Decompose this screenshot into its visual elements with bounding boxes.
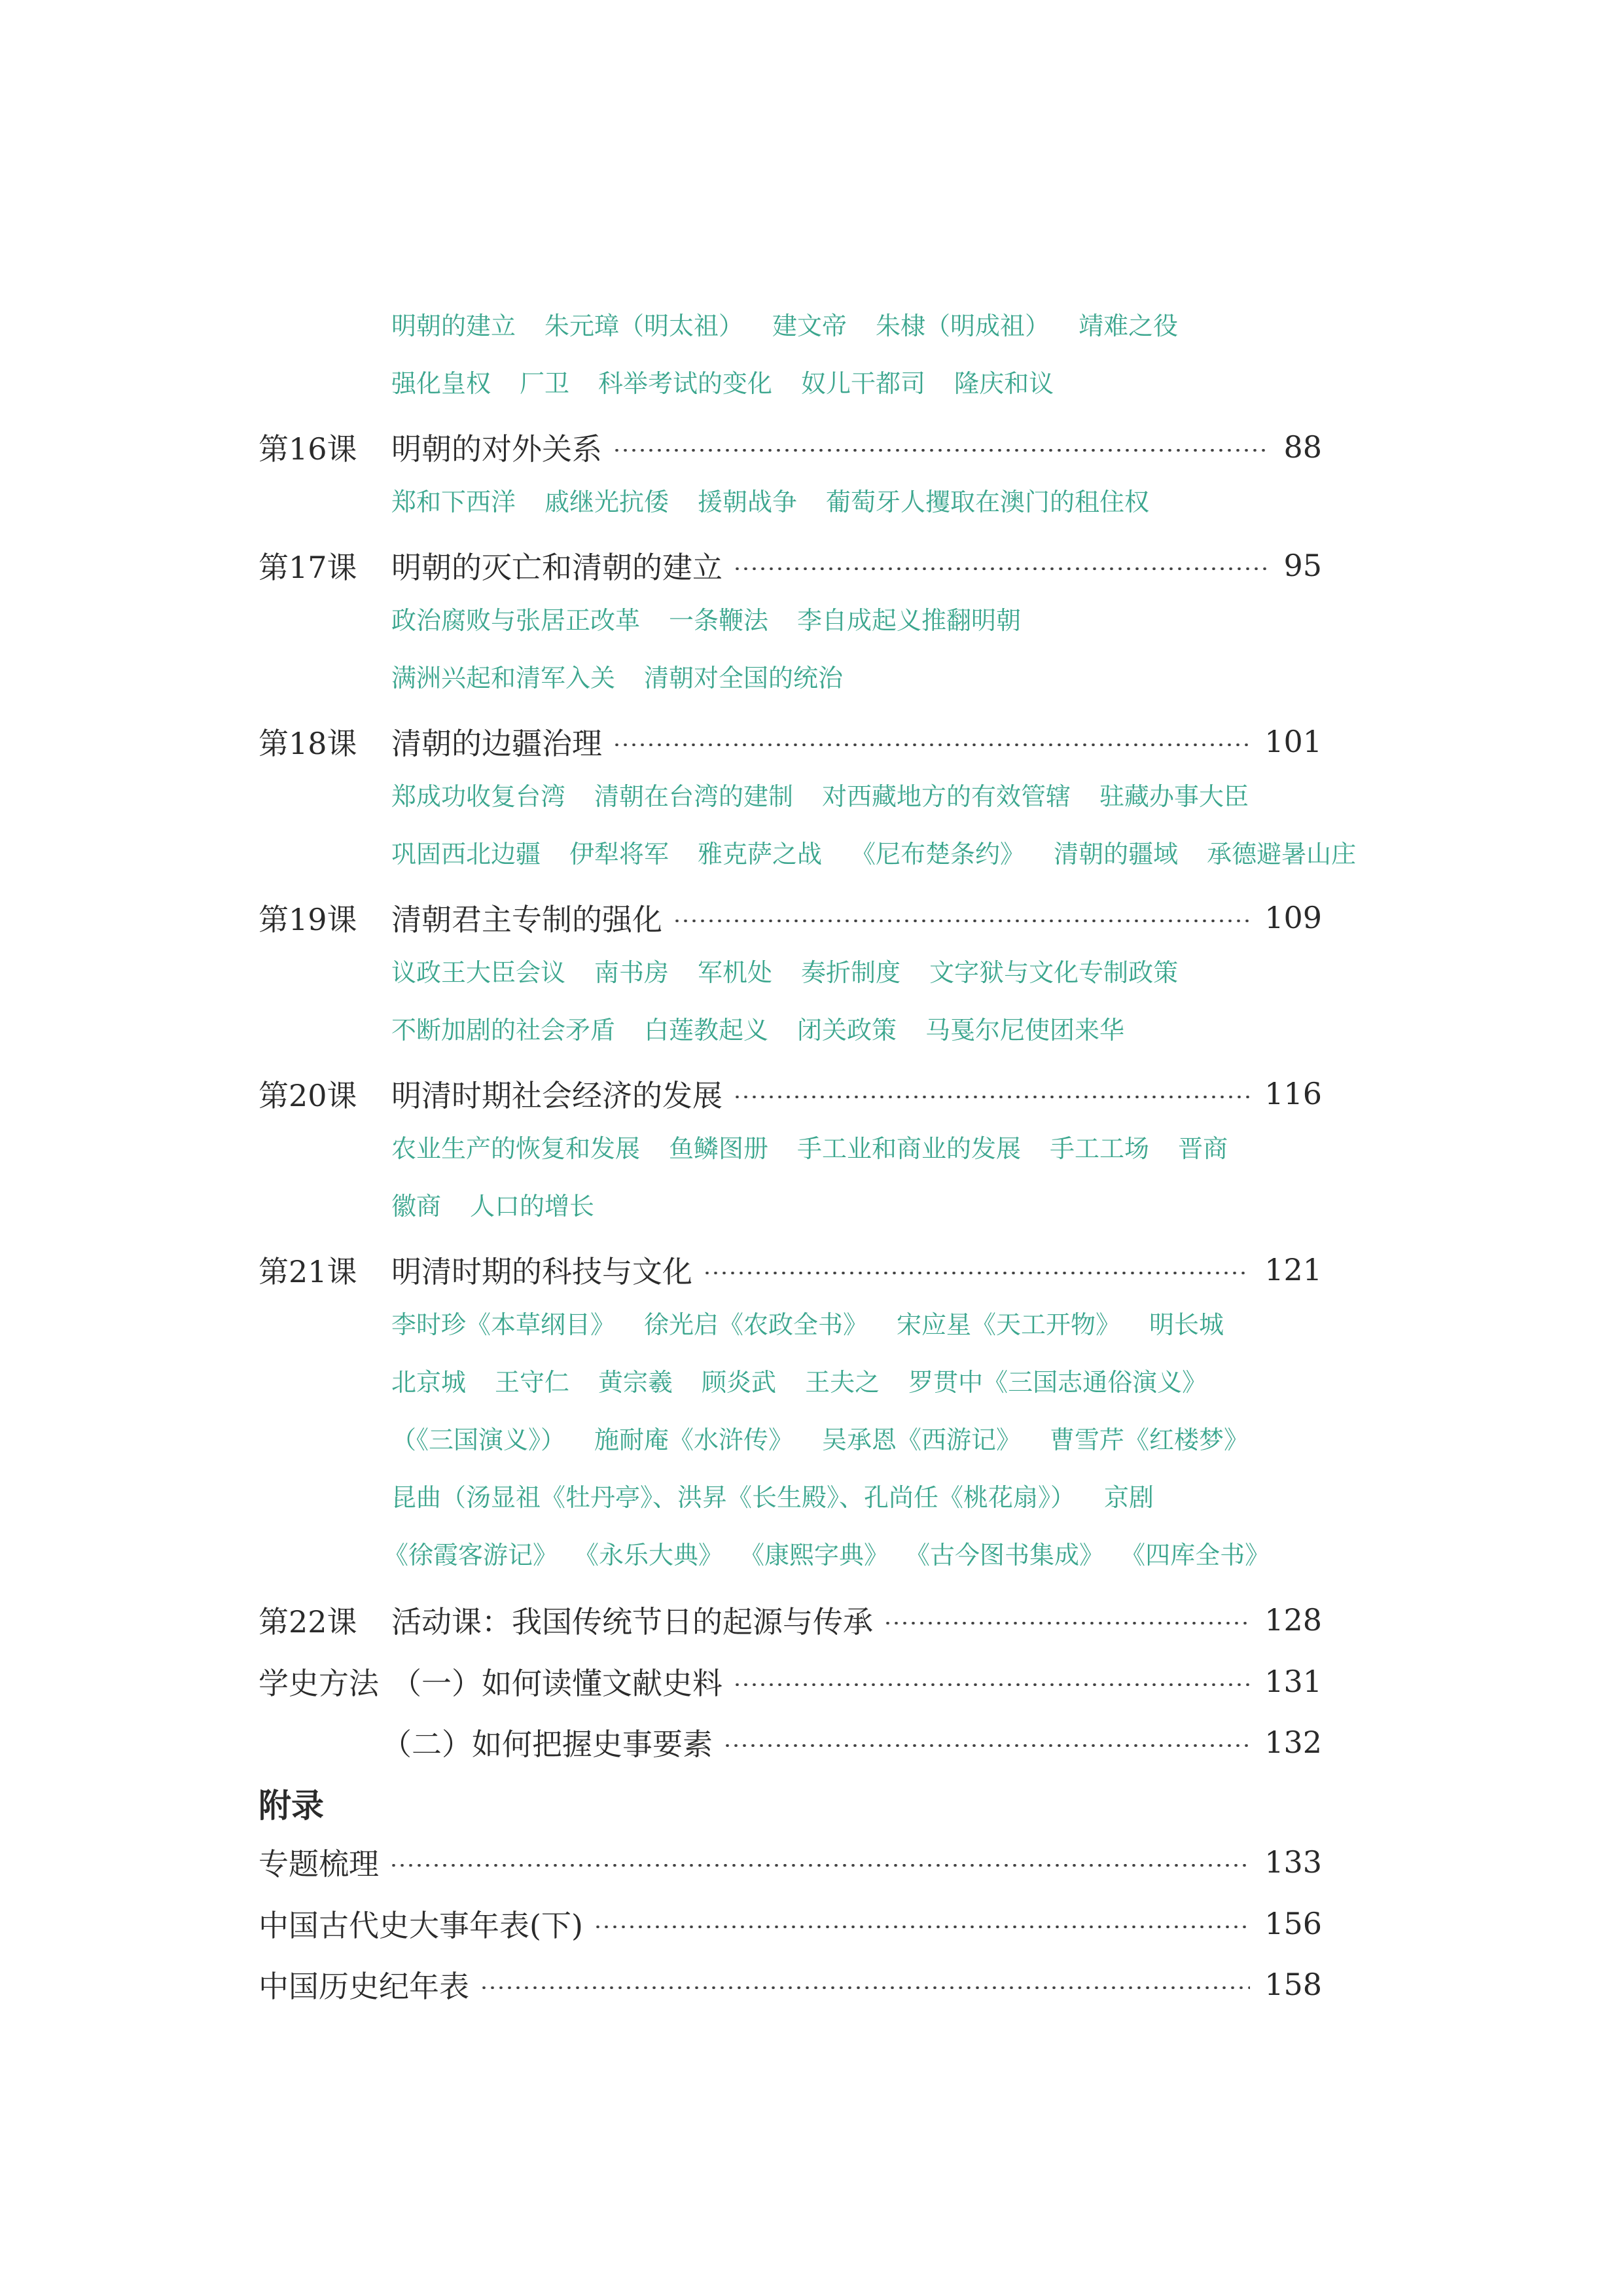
lesson-number: 第19课 — [259, 902, 357, 937]
topic-line — [391, 1420, 1321, 1460]
topic: （《三国演义》） — [391, 1426, 566, 1454]
topic-line — [383, 1535, 1313, 1575]
topic: 郑和下西洋 — [391, 488, 516, 516]
appendix-title: 中国古代史大事年表(下) — [259, 1908, 583, 1943]
topic: 朱棣（明成祖） — [876, 312, 1050, 340]
topic: 雅克萨之战 — [698, 840, 823, 869]
topic: 手工工场 — [1050, 1134, 1150, 1163]
lesson-number: 第20课 — [259, 1078, 357, 1113]
topic: 李时珍《本草纲目》 — [391, 1310, 616, 1339]
topic-line — [391, 601, 1321, 640]
topic: 对西藏地方的有效管辖 — [822, 782, 1071, 811]
topic: 清朝在台湾的建制 — [594, 782, 794, 811]
topic: 王夫之 — [805, 1368, 880, 1397]
method-title: （一）如何读懂文献史料 — [391, 1666, 722, 1701]
leader-dots — [883, 1622, 1250, 1624]
topic: 施耐庵《水浒传》 — [594, 1426, 794, 1454]
leader-dots — [480, 1986, 1250, 1989]
topic: 军机处 — [698, 958, 773, 987]
topic: 戚继光抗倭 — [544, 488, 669, 516]
topic-line — [391, 658, 1321, 698]
topic-line — [391, 1478, 1321, 1517]
topic: 朱元璋（明太祖） — [544, 312, 744, 340]
topic: 南书房 — [594, 958, 669, 987]
toc-entry-method-1[interactable] — [259, 1659, 1322, 1704]
topic: 承德避暑山庄 — [1207, 840, 1357, 869]
leader-dots — [723, 1744, 1250, 1747]
leader-dots — [613, 744, 1250, 746]
topic-line — [391, 1129, 1321, 1168]
topic: 人口的增长 — [470, 1192, 595, 1221]
topic: 建文帝 — [772, 312, 847, 340]
topic-line — [391, 306, 1321, 346]
page-number: 121 — [1264, 1252, 1322, 1287]
lesson-title: 明清时期社会经济的发展 — [391, 1078, 722, 1113]
topic: 曹雪芹《红楼梦》 — [1050, 1426, 1249, 1454]
topic-line — [391, 953, 1321, 992]
lesson-number: 第17课 — [259, 550, 357, 585]
topic: 一条鞭法 — [669, 606, 769, 635]
topic: 奴儿干都司 — [801, 369, 926, 398]
topic: 鱼鳞图册 — [669, 1134, 769, 1163]
toc-entry-appendix-3[interactable] — [259, 1962, 1322, 2007]
topic: 宋应星《天工开物》 — [897, 1310, 1121, 1339]
topic: 明长城 — [1149, 1310, 1224, 1339]
topic: 奏折制度 — [801, 958, 901, 987]
appendix-title: 中国历史纪年表 — [259, 1969, 469, 2004]
toc-entry-lesson-19[interactable] — [259, 895, 1322, 941]
topic: 援朝战争 — [698, 488, 798, 516]
leader-dots — [733, 1096, 1250, 1098]
topic: 科举考试的变化 — [598, 369, 773, 398]
toc-entry-lesson-18[interactable] — [259, 719, 1322, 764]
topic: 罗贯中《三国志通俗演义》 — [908, 1368, 1207, 1397]
toc-entry-lesson-21[interactable] — [259, 1247, 1322, 1293]
topic: 顾炎武 — [702, 1368, 777, 1397]
toc-entry-lesson-17[interactable] — [259, 543, 1322, 588]
topic: 吴承恩《西游记》 — [822, 1426, 1022, 1454]
lesson-title: 清朝君主专制的强化 — [391, 902, 662, 937]
topic: 《徐霞客游记》 — [383, 1541, 558, 1570]
topic: 强化皇权 — [391, 369, 491, 398]
topic: 不断加剧的社会矛盾 — [391, 1016, 616, 1045]
page-number: 156 — [1264, 1906, 1322, 1941]
leader-dots — [389, 1864, 1250, 1867]
topic: 北京城 — [391, 1368, 467, 1397]
toc-entry-appendix-2[interactable] — [259, 1901, 1322, 1946]
topic: 京剧 — [1104, 1483, 1154, 1512]
topic: 清朝的疆域 — [1054, 840, 1179, 869]
lesson-number: 第22课 — [259, 1604, 357, 1640]
topic-line — [391, 1187, 1321, 1226]
topic: 《永乐大典》 — [586, 1541, 724, 1570]
toc-entry-method-2[interactable] — [259, 1719, 1322, 1765]
topic: 李自成起义推翻明朝 — [797, 606, 1022, 635]
page-number: 131 — [1264, 1664, 1322, 1699]
topic-line — [391, 482, 1321, 522]
topic: 政治腐败与张居正改革 — [391, 606, 641, 635]
lesson-number: 第21课 — [259, 1254, 357, 1289]
topic: 伊犁将军 — [569, 840, 669, 869]
lesson-title: 明朝的对外关系 — [391, 431, 602, 467]
topic-line — [391, 364, 1321, 403]
topic: 黄宗羲 — [598, 1368, 673, 1397]
topic-line — [391, 1305, 1321, 1344]
topic: 清朝对全国的统治 — [644, 664, 844, 692]
topic-line — [391, 1011, 1321, 1050]
topic: 徽商 — [391, 1192, 442, 1221]
page-number: 88 — [1283, 429, 1322, 465]
topic: 手工业和商业的发展 — [797, 1134, 1022, 1163]
topic: 闭关政策 — [797, 1016, 897, 1045]
page-number: 109 — [1264, 900, 1322, 935]
topic: 厂卫 — [520, 369, 570, 398]
topic: 葡萄牙人攫取在澳门的租住权 — [826, 488, 1150, 516]
topic: 满洲兴起和清军入关 — [391, 664, 616, 692]
topic: 《古今图书集成》 — [918, 1541, 1105, 1570]
page-number: 101 — [1264, 724, 1322, 759]
topic: 《四库全书》 — [1133, 1541, 1270, 1570]
topic: 马戛尔尼使团来华 — [925, 1016, 1125, 1045]
topic: 农业生产的恢复和发展 — [391, 1134, 641, 1163]
topic: 郑成功收复台湾 — [391, 782, 566, 811]
page-number: 132 — [1264, 1725, 1322, 1760]
page-number: 133 — [1264, 1844, 1322, 1880]
topic: 靖难之役 — [1079, 312, 1179, 340]
page-number: 116 — [1264, 1076, 1322, 1111]
appendix-heading: 附录 — [259, 1786, 324, 1825]
lesson-number: 第18课 — [259, 726, 357, 761]
page-number: 128 — [1264, 1602, 1322, 1638]
leader-dots — [733, 567, 1269, 570]
method-title: （二）如何把握史事要素 — [382, 1727, 713, 1762]
topic: 《康熙字典》 — [752, 1541, 889, 1570]
lesson-title: 明清时期的科技与文化 — [391, 1254, 692, 1289]
appendix-title: 专题梳理 — [259, 1846, 379, 1882]
lesson-title: 活动课：我国传统节日的起源与传承 — [391, 1604, 873, 1640]
topic: 驻藏办事大臣 — [1099, 782, 1249, 811]
topic-line — [391, 1363, 1321, 1402]
toc-entry-lesson-22[interactable] — [259, 1597, 1322, 1643]
topic: 巩固西北边疆 — [391, 840, 541, 869]
topic: 徐光启《农政全书》 — [644, 1310, 868, 1339]
leader-dots — [613, 449, 1269, 452]
toc-entry-lesson-16[interactable] — [259, 424, 1322, 470]
topic: 王守仁 — [495, 1368, 570, 1397]
page-number: 158 — [1264, 1967, 1322, 2002]
leader-dots — [673, 920, 1250, 922]
topic: 隆庆和议 — [954, 369, 1054, 398]
toc-entry-appendix-1[interactable] — [259, 1839, 1322, 1885]
lesson-title: 明朝的灭亡和清朝的建立 — [391, 550, 722, 585]
topic-line — [391, 834, 1357, 874]
leader-dots — [733, 1683, 1250, 1686]
method-label: 学史方法 — [259, 1666, 379, 1701]
lesson-title: 清朝的边疆治理 — [391, 726, 602, 761]
leader-dots — [594, 1926, 1250, 1928]
page-number: 95 — [1283, 548, 1322, 583]
lesson-number: 第16课 — [259, 431, 357, 467]
leader-dots — [703, 1272, 1250, 1274]
topic: 白莲教起义 — [644, 1016, 769, 1045]
toc-entry-lesson-20[interactable] — [259, 1071, 1322, 1117]
topic-line — [391, 777, 1321, 816]
topic: 《尼布楚条约》 — [851, 840, 1026, 869]
topic: 议政王大臣会议 — [391, 958, 566, 987]
topic: 明朝的建立 — [391, 312, 516, 340]
topic: 文字狱与文化专制政策 — [929, 958, 1179, 987]
topic: 晋商 — [1178, 1134, 1228, 1163]
topic: 昆曲（汤显祖《牡丹亭》、洪昇《长生殿》、孔尚任《桃花扇》） — [391, 1483, 1076, 1512]
